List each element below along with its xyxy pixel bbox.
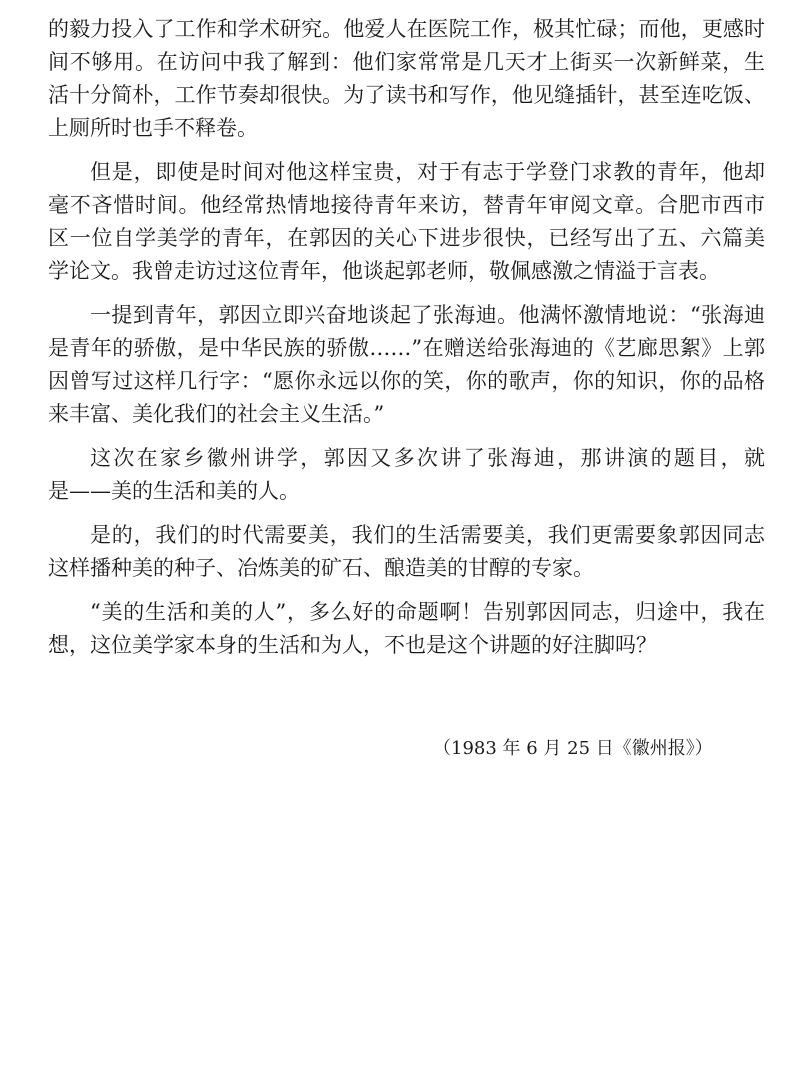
text-line: 想，这位美学家本身的生活和为人，不也是这个讲题的好注脚吗？ — [48, 633, 657, 657]
text-line: 来丰富、美化我们的社会主义生活。” — [48, 402, 385, 426]
text-line: 因曾写过这样几行字：“愿你永远以你的笑，你的歌声，你的知识，你的品格 — [48, 369, 765, 393]
text-line: 但是，即使是时间对他这样宝贵，对于有志于学登门求教的青年，他却 — [90, 160, 765, 184]
text-line: 这样播种美的种子、冶炼美的矿石、酿造美的甘醇的专家。 — [48, 556, 594, 580]
paragraph — [48, 519, 765, 585]
text-line: 学论文。我曾走访过这位青年，他谈起郭老师，敬佩感激之情溢于言表。 — [48, 259, 720, 283]
paragraph — [48, 596, 765, 662]
text-line: “美的生活和美的人”，多么好的命题啊！告别郭因同志，归途中，我在 — [90, 600, 765, 624]
text-line: 这次在家乡徽州讲学，郭因又多次讲了张海迪，那讲演的题目，就 — [90, 446, 765, 470]
text-line: 一提到青年，郭因立即兴奋地谈起了张海迪。他满怀激情地说：“张海迪 — [90, 303, 765, 327]
paragraph — [48, 442, 765, 508]
text-line: 毫不吝惜时间。他经常热情地接待青年来访，替青年审阅文章。合肥市西市 — [48, 193, 765, 217]
source-citation: （1983 年 6 月 25 日《徽州报》） — [433, 738, 713, 759]
text-line: 的毅力投入了工作和学术研究。他爱人在医院工作，极其忙碌；而他，更感时 — [48, 17, 765, 41]
text-line: 上厕所时也手不释卷。 — [48, 116, 258, 140]
text-line: 是——美的生活和美的人。 — [48, 479, 300, 503]
text-line: 间不够用。在访问中我了解到：他们家常常是几天才上街买一次新鲜菜，生 — [48, 50, 765, 74]
text-line: 区一位自学美学的青年，在郭因的关心下进步很快，已经写出了五、六篇美 — [48, 226, 765, 250]
paragraph — [48, 299, 765, 431]
paragraph — [48, 13, 765, 145]
article-body — [48, 13, 765, 662]
paragraph — [48, 156, 765, 288]
text-line: 活十分简朴，工作节奏却很快。为了读书和写作，他见缝插针，甚至连吃饭、 — [48, 83, 765, 107]
text-line: 是青年的骄傲，是中华民族的骄傲……”在赠送给张海迪的《艺廊思絮》上郭 — [48, 336, 765, 360]
text-line: 是的，我们的时代需要美，我们的生活需要美，我们更需要象郭因同志 — [90, 523, 765, 547]
